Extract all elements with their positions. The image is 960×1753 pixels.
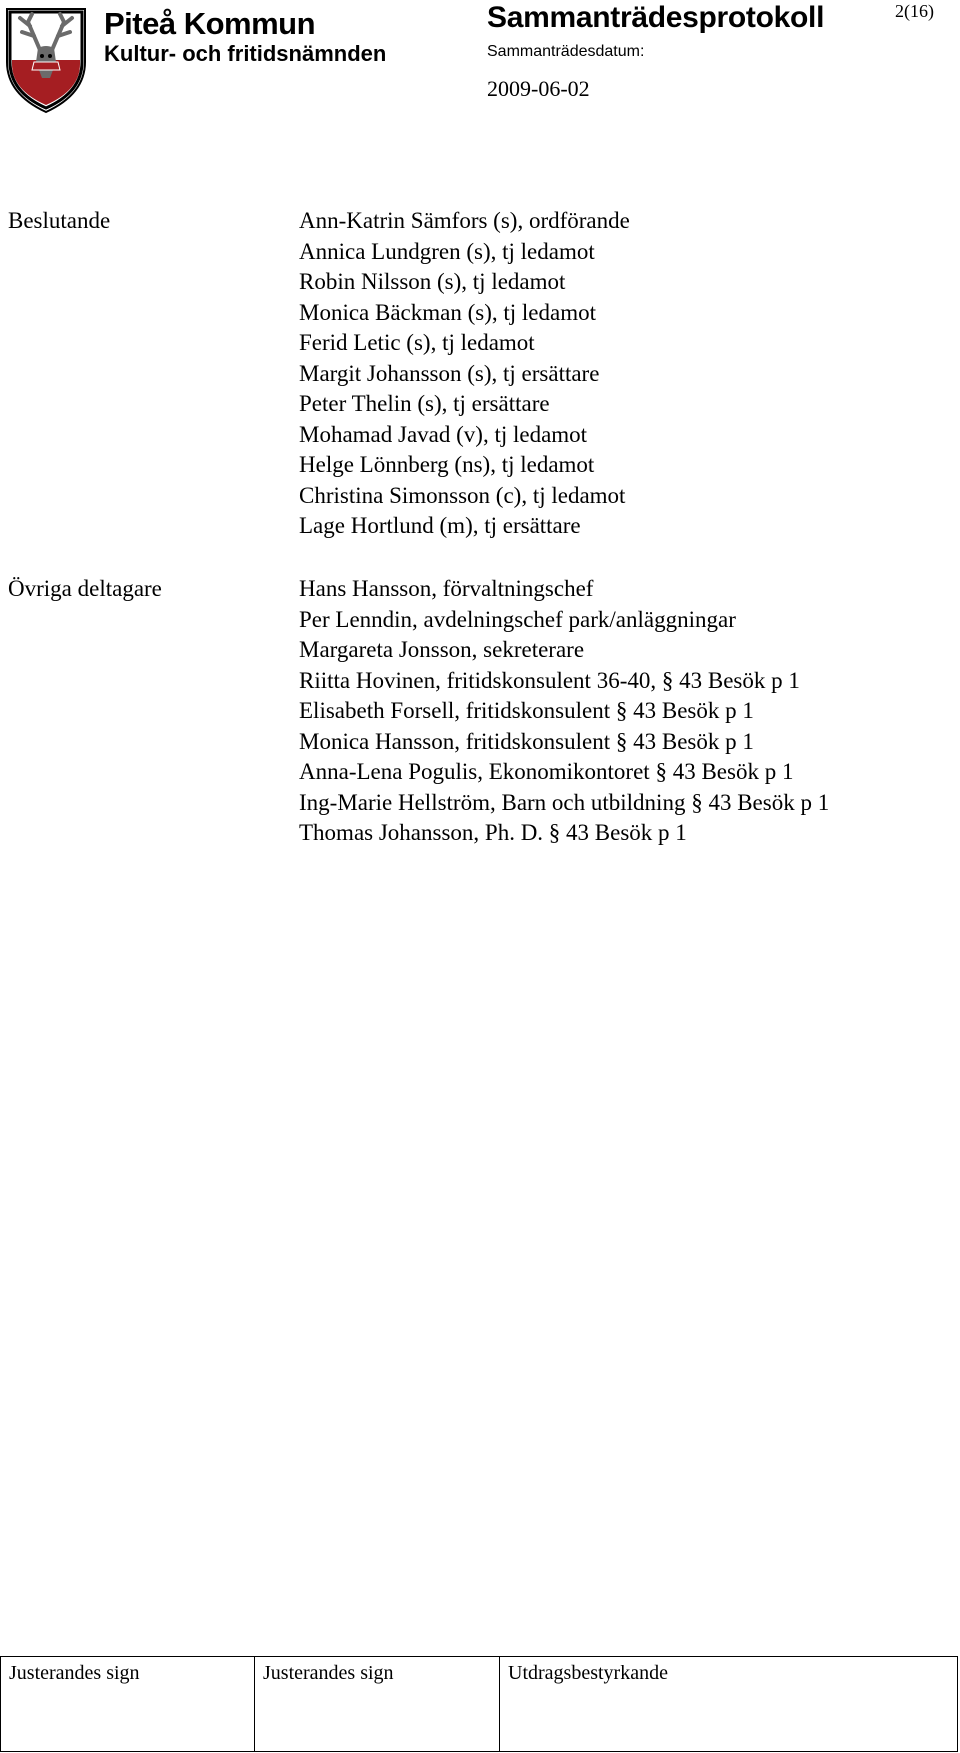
list-item: Christina Simonsson (c), tj ledamot	[299, 482, 626, 508]
list-item: Ferid Letic (s), tj ledamot	[299, 330, 535, 355]
organization-header	[104, 4, 386, 66]
list-item: Margit Johansson (s), tj ersättare	[299, 360, 600, 386]
list-item: Lage Hortlund (m), tj ersättare	[299, 513, 581, 538]
board-name: Kultur- och fritidsnämnden	[104, 41, 387, 66]
list-item: Elisabeth Forsell, fritidskonsulent § 43 Besök p 1	[299, 698, 754, 723]
page-number: 2(16)	[895, 1, 934, 21]
other-participants-list	[299, 574, 829, 849]
signature-label: Justerandes sign	[9, 1662, 140, 1684]
list-item: Mohamad Javad (v), tj ledamot	[299, 421, 588, 447]
signature-label: Utdragsbestyrkande	[508, 1662, 668, 1684]
decision-makers-label: Beslutande	[8, 208, 111, 233]
list-item: Per Lenndin, avdelningschef park/anläggningar	[299, 606, 736, 632]
pitea-coat-of-arms-logo	[4, 4, 88, 114]
signature-cell-adjuster-1	[1, 1657, 255, 1752]
signature-cell-extract-certification	[500, 1657, 958, 1752]
list-item: Robin Nilsson (s), tj ledamot	[299, 269, 566, 294]
list-item: Thomas Johansson, Ph. D. § 43 Besök p 1	[299, 820, 687, 845]
decision-makers-list	[299, 206, 630, 542]
list-item: Peter Thelin (s), tj ersättare	[299, 391, 550, 416]
list-item: Hans Hansson, förvaltningschef	[299, 576, 594, 601]
municipality-name: Piteå Kommun	[104, 6, 316, 41]
list-item: Monica Bäckman (s), tj ledamot	[299, 299, 597, 325]
reindeer-coat-of-arms-icon	[4, 4, 88, 114]
list-item: Anna-Lena Pogulis, Ekonomikontoret § 43 Besök p 1	[299, 759, 794, 784]
list-item: Ing-Marie Hellström, Barn och utbildning § 43 Besök p 1	[299, 789, 830, 815]
document-title: Sammanträdesprotokoll	[487, 1, 825, 34]
meeting-date-value: 2009-06-02	[487, 76, 590, 101]
signature-label: Justerandes sign	[263, 1662, 394, 1684]
list-item: Monica Hansson, fritidskonsulent § 43 Besök p 1	[299, 728, 754, 754]
list-item: Ann-Katrin Sämfors (s), ordförande	[299, 208, 630, 233]
signature-cell-adjuster-2	[255, 1657, 500, 1752]
other-participants-label: Övriga deltagare	[8, 576, 162, 601]
list-item: Riitta Hovinen, fritidskonsulent 36-40, § 43 Besök p 1	[299, 667, 800, 693]
meeting-date-label: Sammanträdesdatum:	[487, 43, 645, 60]
table-row	[1, 1657, 958, 1752]
list-item: Annica Lundgren (s), tj ledamot	[299, 238, 595, 264]
document-heading	[487, 0, 824, 102]
list-item: Helge Lönnberg (ns), tj ledamot	[299, 452, 595, 477]
signature-table	[0, 1656, 958, 1752]
list-item: Margareta Jonsson, sekreterare	[299, 637, 585, 662]
